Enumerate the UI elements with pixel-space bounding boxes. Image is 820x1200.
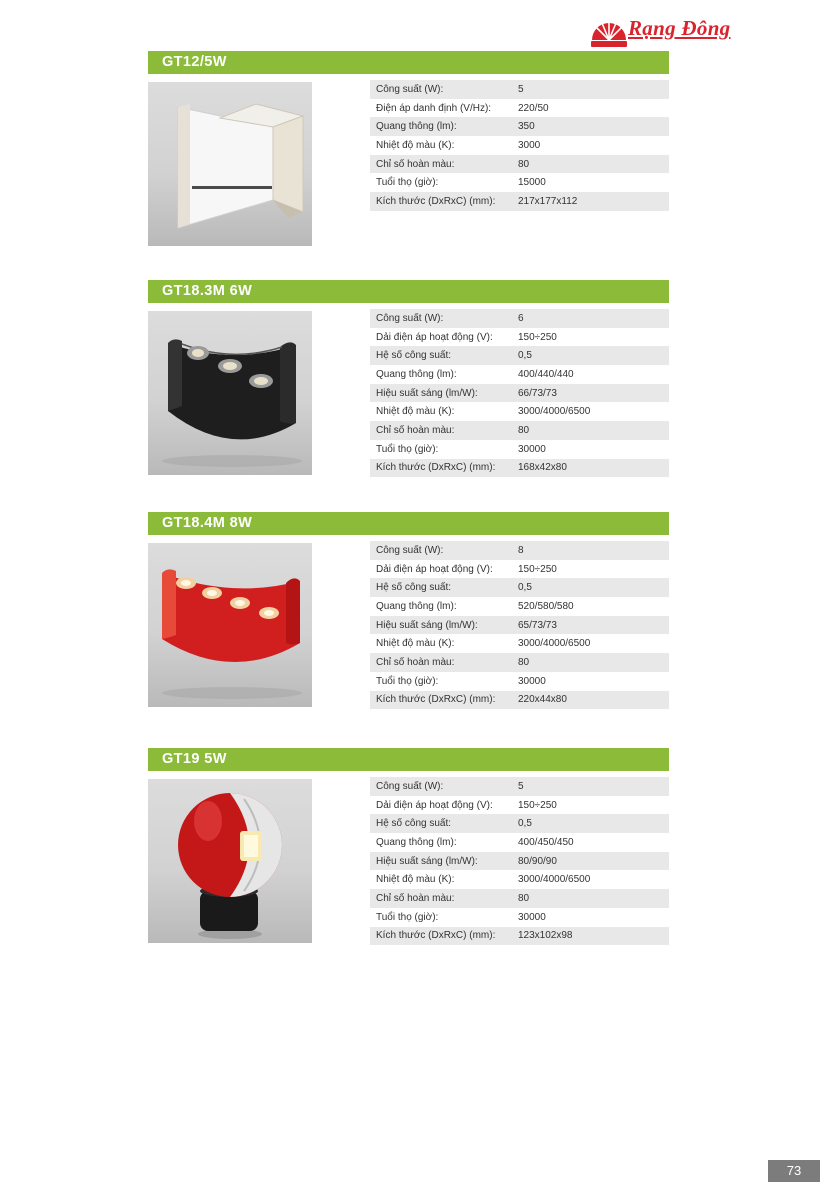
spec-value: 400/450/450 [518, 836, 574, 848]
spec-label: Dải điện áp hoạt động (V): [376, 799, 493, 811]
spec-label: Kích thước (DxRxC) (mm): [370, 459, 512, 478]
table-row [370, 672, 669, 691]
table-row [370, 560, 669, 579]
spec-value: 0,5 [512, 578, 669, 597]
table-row [370, 136, 669, 155]
table-row [370, 99, 669, 118]
spec-table [370, 541, 669, 709]
table-row [370, 459, 669, 478]
spec-label: Quang thông (lm): [376, 600, 457, 612]
red-wall-lamp-icon [148, 543, 312, 707]
white-wall-lamp-icon [148, 82, 312, 246]
product-title: GT18.3M 6W [148, 280, 669, 303]
product-section [148, 51, 669, 207]
product-title: GT18.4M 8W [148, 512, 669, 535]
product-photo [148, 311, 312, 475]
table-row [370, 578, 669, 597]
spec-value: 80 [512, 653, 669, 672]
spec-value: 217x177x112 [512, 192, 669, 211]
table-row [370, 597, 669, 616]
spec-label: Dải điện áp hoạt động (V): [376, 331, 493, 343]
spec-value: 150÷250 [518, 799, 557, 811]
spec-label: Nhiệt độ màu (K): [376, 139, 455, 151]
product-section [148, 280, 669, 474]
spec-value: 5 [512, 777, 669, 796]
table-row [370, 889, 669, 908]
table-row [370, 908, 669, 927]
spec-label: Hiệu suất sáng (lm/W): [370, 852, 512, 871]
table-row [370, 421, 669, 440]
spec-label: Công suất (W): [370, 541, 512, 560]
spec-value: 30000 [518, 675, 546, 687]
spec-value: 30000 [518, 443, 546, 455]
table-row [370, 402, 669, 421]
spec-label: Chỉ số hoàn màu: [370, 653, 512, 672]
table-row [370, 440, 669, 459]
spec-label: Hiệu suất sáng (lm/W): [370, 384, 512, 403]
spec-value: 5 [512, 80, 669, 99]
spec-value: 66/73/73 [512, 384, 669, 403]
spec-value: 80 [512, 155, 669, 174]
spec-label: Điện áp danh định (V/Hz): [376, 102, 492, 114]
spec-label: Hệ số công suất: [370, 578, 512, 597]
spec-value: 65/73/73 [512, 616, 669, 635]
spec-label: Tuổi thọ (giờ): [376, 177, 439, 189]
spec-label: Quang thông (lm): [370, 117, 512, 136]
table-row [370, 796, 669, 815]
spec-label: Tuổi thọ (giờ): [376, 675, 439, 687]
table-row [370, 541, 669, 560]
spec-value: 150÷250 [518, 331, 557, 343]
table-row [370, 691, 669, 710]
spec-label: Nhiệt độ màu (K): [376, 874, 455, 886]
spec-value: 30000 [518, 911, 546, 923]
table-row [370, 365, 669, 384]
spec-label: Hệ số công suất: [370, 814, 512, 833]
spec-label: Nhiệt độ màu (K): [376, 638, 455, 650]
table-row [370, 634, 669, 653]
spec-value: 80/90/90 [512, 852, 669, 871]
spec-value: 0,5 [512, 814, 669, 833]
spec-value: 350 [512, 117, 669, 136]
table-row [370, 155, 669, 174]
spec-label: Công suất (W): [370, 777, 512, 796]
spec-label: Dải điện áp hoạt động (V): [376, 563, 493, 575]
spec-value: 220x44x80 [512, 691, 669, 710]
spec-label: Tuổi thọ (giờ): [376, 911, 439, 923]
spec-label: Tuổi thọ (giờ): [376, 443, 439, 455]
spec-label: Hiệu suất sáng (lm/W): [370, 616, 512, 635]
spec-value: 80 [512, 421, 669, 440]
spec-value: 0,5 [512, 346, 669, 365]
table-row [370, 117, 669, 136]
spec-label: Quang thông (lm): [376, 836, 457, 848]
spec-label: Quang thông (lm): [376, 368, 457, 380]
table-row [370, 870, 669, 889]
table-row [370, 852, 669, 871]
spec-table [370, 777, 669, 945]
table-row [370, 927, 669, 946]
product-title: GT19 5W [148, 748, 669, 771]
spec-label: Kích thước (DxRxC) (mm): [370, 192, 512, 211]
spec-value: 520/580/580 [518, 600, 574, 612]
spec-value: 220/50 [518, 102, 549, 114]
spec-label: Kích thước (DxRxC) (mm): [370, 927, 512, 946]
spec-value: 3000/4000/6500 [518, 874, 591, 886]
table-row [370, 328, 669, 347]
spec-table [370, 80, 669, 211]
spec-label: Kích thước (DxRxC) (mm): [370, 691, 512, 710]
table-row [370, 616, 669, 635]
spec-label: Chỉ số hoàn màu: [370, 155, 512, 174]
spec-value: 3000/4000/6500 [518, 406, 591, 418]
product-title: GT12/5W [148, 51, 669, 74]
table-row [370, 346, 669, 365]
table-row [370, 814, 669, 833]
spec-value: 168x42x80 [512, 459, 669, 478]
table-row [370, 777, 669, 796]
table-row [370, 653, 669, 672]
spec-value: 3000/4000/6500 [518, 638, 591, 650]
spec-label: Nhiệt độ màu (K): [376, 406, 455, 418]
spec-label: Chỉ số hoàn màu: [370, 421, 512, 440]
spec-label: Hệ số công suất: [370, 346, 512, 365]
black-wall-lamp-icon [148, 311, 312, 475]
brand-name: Rạng Đông [628, 16, 731, 40]
table-row [370, 309, 669, 328]
table-row [370, 384, 669, 403]
product-photo [148, 779, 312, 943]
page-number: 73 [768, 1160, 820, 1182]
table-row [370, 833, 669, 852]
product-photo [148, 543, 312, 707]
spec-label: Công suất (W): [370, 309, 512, 328]
spec-value: 15000 [518, 177, 546, 189]
table-row [370, 80, 669, 99]
red-sphere-lamp-icon [148, 779, 312, 943]
spec-label: Chỉ số hoàn màu: [370, 889, 512, 908]
spec-value: 6 [512, 309, 669, 328]
product-section [148, 748, 669, 942]
spec-table [370, 309, 669, 477]
table-row [370, 192, 669, 211]
spec-value: 123x102x98 [512, 927, 669, 946]
spec-value: 80 [512, 889, 669, 908]
product-photo [148, 82, 312, 246]
spec-value: 8 [512, 541, 669, 560]
spec-value: 3000 [518, 139, 541, 151]
spec-value: 400/440/440 [518, 368, 574, 380]
spec-value: 150÷250 [518, 563, 557, 575]
table-row [370, 173, 669, 192]
product-section [148, 512, 669, 706]
spec-label: Công suất (W): [370, 80, 512, 99]
